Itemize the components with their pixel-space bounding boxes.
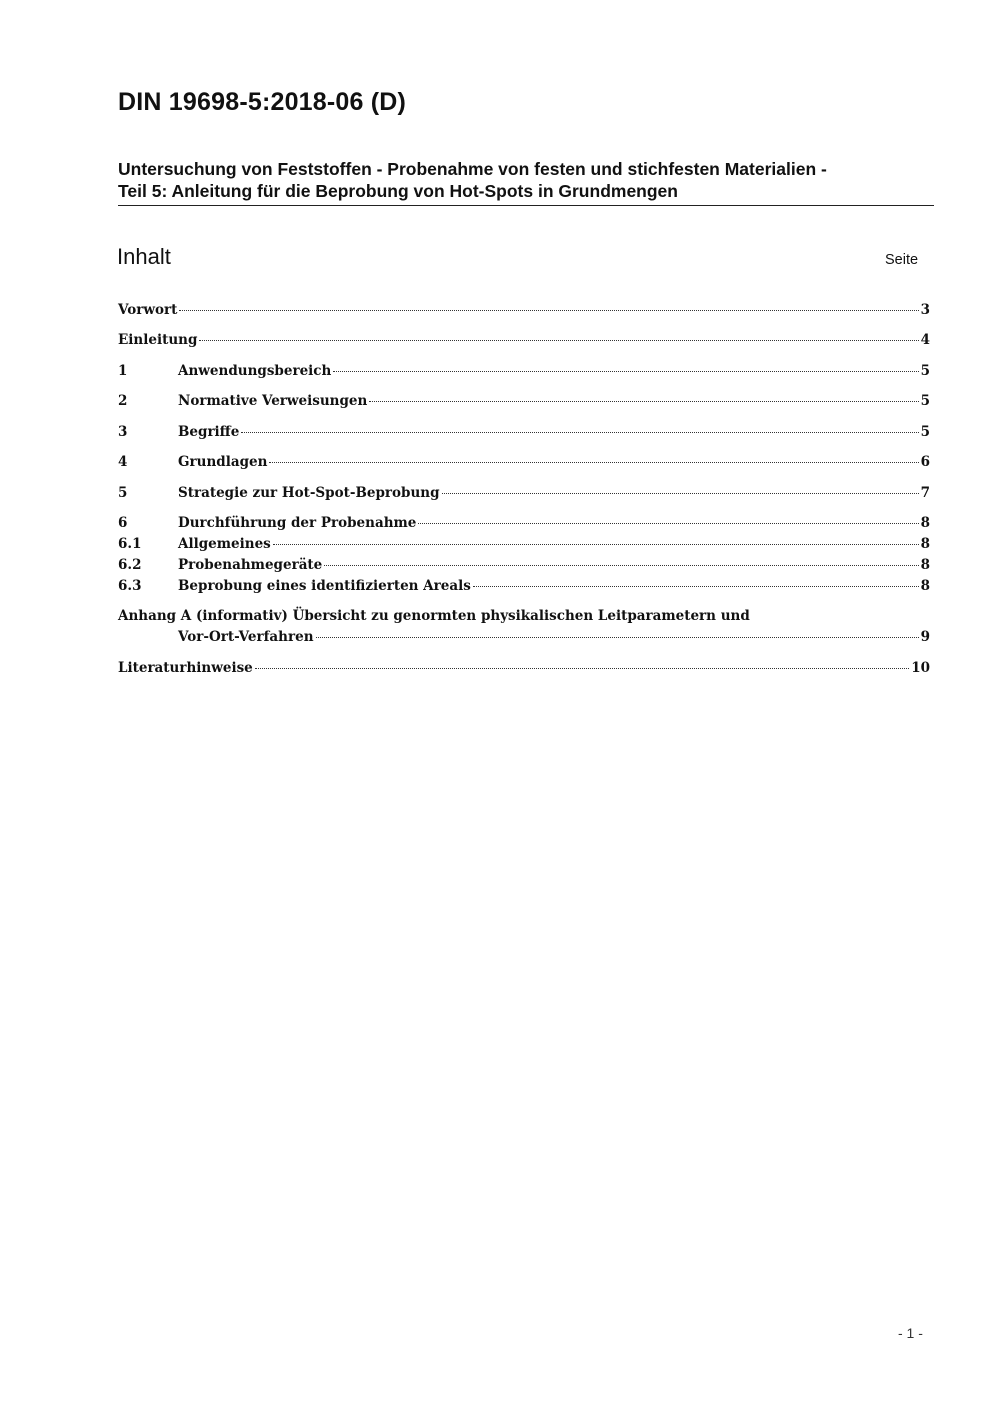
toc-leader: [369, 401, 918, 402]
toc-entry-6-1[interactable]: [118, 536, 930, 556]
toc-entry-page: 5: [920, 363, 930, 379]
toc-leader: [255, 668, 909, 669]
toc-entry-number: 6.2: [118, 557, 142, 573]
toc-entry-page: 8: [920, 557, 930, 573]
toc-entry-label: Vor-Ort-Verfahren: [178, 629, 314, 645]
toc-entry-label: Durchführung der Probenahme: [178, 515, 417, 531]
toc-entry-page: 9: [920, 629, 930, 645]
toc-entry-number: 6: [118, 515, 128, 531]
toc-entry-annex-a[interactable]: [178, 629, 930, 645]
toc-entry-3[interactable]: [118, 424, 930, 444]
toc-entry-page: 8: [920, 536, 930, 552]
toc-leader: [269, 462, 918, 463]
toc-entry-vorwort[interactable]: [118, 302, 930, 322]
toc-entry-label: Beprobung eines identifizierten Areals: [178, 578, 471, 594]
toc-entry-label: Literaturhinweise: [118, 660, 253, 676]
toc-entry-page: 8: [920, 515, 930, 531]
toc-entry-label: Einleitung: [118, 332, 198, 348]
toc-entry-6[interactable]: [118, 515, 930, 535]
toc-entry-label: Normative Verweisungen: [178, 393, 368, 409]
toc-entry-label: Allgemeines: [178, 536, 271, 552]
toc-entry-page: 3: [920, 302, 930, 318]
toc-entry-page: 7: [920, 485, 930, 501]
toc-entry-page: 5: [920, 393, 930, 409]
document-title-line-1: Untersuchung von Feststoffen - Probenahme von festen und stichfesten Materialien -: [118, 159, 827, 179]
toc-entry-5[interactable]: [118, 485, 930, 505]
toc-entry-label: Probenahmegeräte: [178, 557, 323, 573]
toc-entry-number: 6.3: [118, 578, 142, 594]
toc-entry-number: 3: [118, 424, 128, 440]
toc-entry-page: 10: [911, 660, 930, 676]
toc-entry-page: 4: [920, 332, 930, 348]
toc-entry-page: 6: [920, 454, 930, 470]
toc-entry-einleitung[interactable]: [118, 332, 930, 352]
toc-leader: [273, 544, 919, 545]
toc-heading: Inhalt: [117, 244, 171, 269]
toc-leader: [473, 586, 919, 587]
toc-entry-number: 2: [118, 393, 128, 409]
document-id: DIN 19698-5:2018-06 (D): [118, 88, 407, 116]
toc-leader: [316, 637, 919, 638]
toc-entry-page: 8: [920, 578, 930, 594]
document-title-line-2: Teil 5: Anleitung für die Beprobung von Hot-Spots in Grundmengen: [118, 181, 678, 201]
toc-entry-label: Begriffe: [178, 424, 240, 440]
toc-entry-6-2[interactable]: [118, 557, 930, 577]
toc-leader: [241, 432, 918, 433]
toc-page-column-label: Seite: [885, 252, 919, 268]
toc-leader: [179, 310, 918, 311]
toc-leader: [199, 340, 918, 341]
toc-entry-label: Anwendungsbereich: [178, 363, 332, 379]
toc-entry-number: 6.1: [118, 536, 142, 552]
toc-entry-literaturhinweise[interactable]: [118, 660, 930, 680]
document-title: [118, 158, 934, 206]
toc-entry-number: 4: [118, 454, 128, 470]
toc-entry-4[interactable]: [118, 454, 930, 474]
toc-entry-1[interactable]: [118, 363, 930, 383]
toc-leader: [442, 493, 919, 494]
toc-entry-6-3[interactable]: [118, 578, 930, 598]
toc-leader: [324, 565, 918, 566]
toc-entry-label: Grundlagen: [178, 454, 268, 470]
toc-leader: [333, 371, 918, 372]
toc-entry-2[interactable]: [118, 393, 930, 413]
toc-leader: [418, 523, 918, 524]
toc-entry-annex-a-line-1[interactable]: Anhang A (informativ) Übersicht zu genormten physikalischen Leitparametern und: [118, 608, 750, 624]
toc-entry-label: Strategie zur Hot-Spot-Beprobung: [178, 485, 440, 501]
footer-page-number: - 1 -: [898, 1325, 923, 1341]
toc-entry-label: Vorwort: [118, 302, 178, 318]
toc-entry-number: 1: [118, 363, 128, 379]
toc-entry-number: 5: [118, 485, 128, 501]
toc-entry-page: 5: [920, 424, 930, 440]
